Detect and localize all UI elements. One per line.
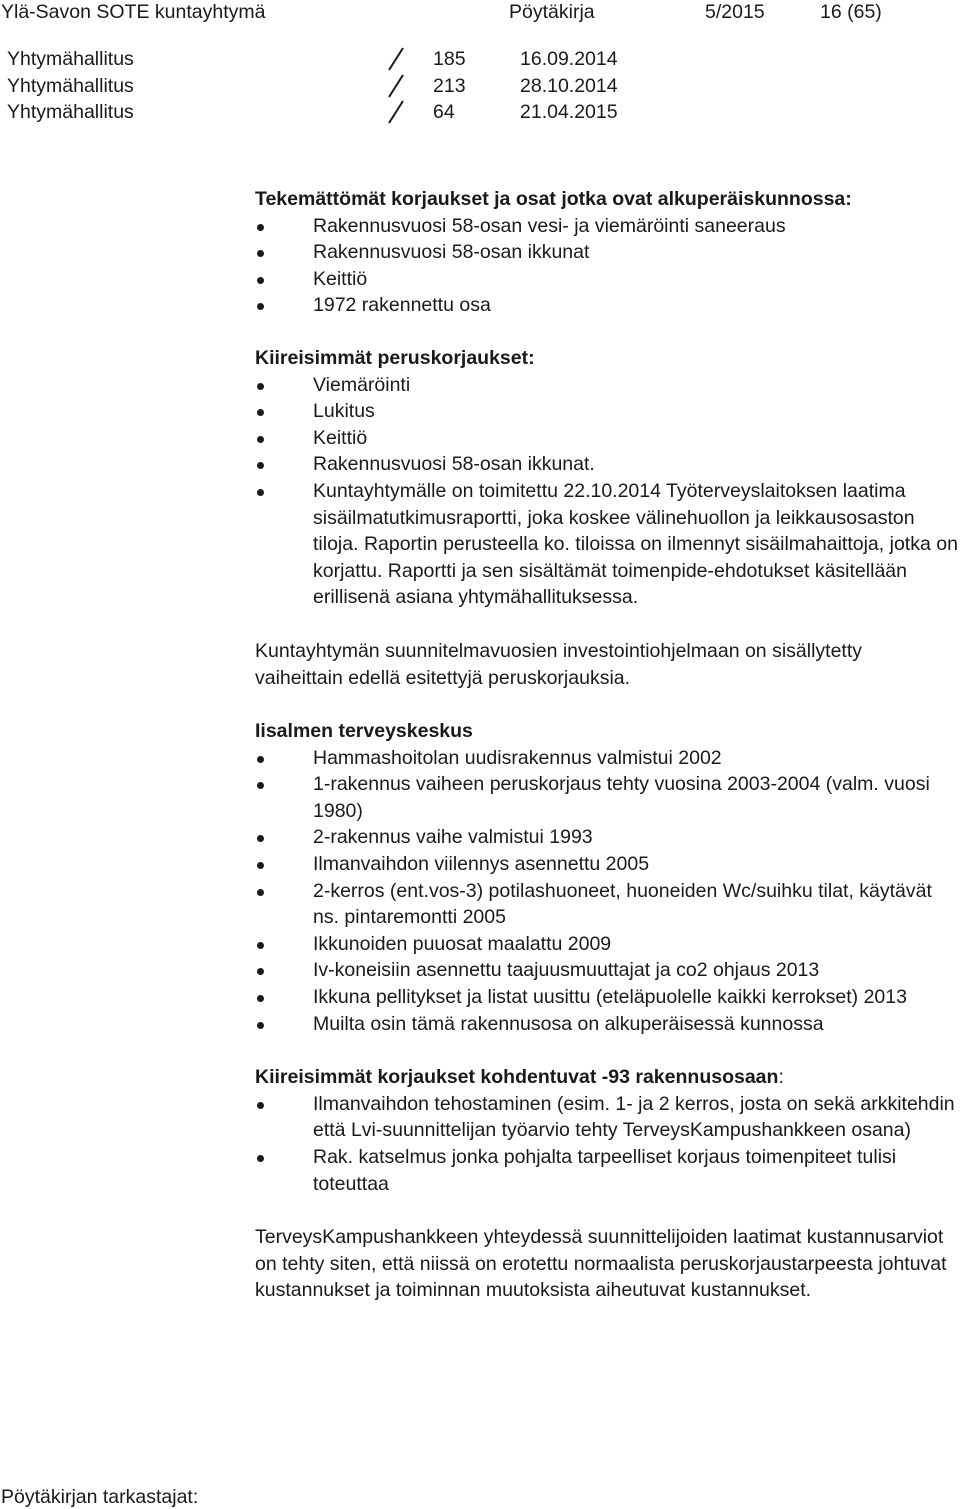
bullet-icon: [257, 1155, 264, 1162]
bullet-icon: [257, 250, 264, 257]
reference-number: 213: [433, 74, 466, 97]
bullet-icon: [257, 277, 264, 284]
footer-label: Pöytäkirjan tarkastajat:: [1, 1486, 199, 1508]
section-heading: Kiireisimmät peruskorjaukset:: [255, 346, 535, 369]
bullet-icon: [257, 835, 264, 842]
heading-suffix: :: [778, 1066, 784, 1089]
list-item: Iv-koneisiin asennettu taajuusmuuttajat ja co2 ohjaus 2013: [255, 957, 960, 984]
bullet-icon: [257, 756, 264, 763]
reference-row: [7, 99, 640, 126]
bullet-icon: [257, 995, 264, 1002]
list-item: Rakennusvuosi 58-osan vesi- ja viemäröinti saneeraus: [255, 213, 960, 240]
bullet-icon: [257, 224, 264, 231]
reference-body: Yhtymähallitus: [7, 48, 134, 71]
reference-body: Yhtymähallitus: [7, 101, 134, 124]
list-item: 2-kerros (ent.vos-3) potilashuoneet, huoneiden Wc/suihku tilat, käytävät ns. pintaremontti 2005: [255, 878, 960, 931]
list-item: Ilmanvaihdon viilennys asennettu 2005: [255, 851, 960, 878]
paragraph: Kuntayhtymän suunnitelmavuosien investointiohjelmaan on sisällytetty vaiheittain edellä esitettyjä peruskorjauksia.: [255, 639, 863, 689]
list-item: Rak. katselmus jonka pohjalta tarpeelliset korjaus toimenpiteet tulisi toteuttaa: [255, 1144, 960, 1197]
list-item: Lukitus: [255, 398, 960, 425]
list-item: Rakennusvuosi 58-osan ikkunat.: [255, 451, 960, 478]
bullet-icon: [257, 782, 264, 789]
bullet-icon: [257, 862, 264, 869]
list-item: Hammashoitolan uudisrakennus valmistui 2002: [255, 745, 960, 772]
header-issue: 5/2015: [705, 1, 765, 23]
bullet-icon: [257, 462, 264, 469]
reference-list: [7, 46, 640, 126]
reference-body: Yhtymähallitus: [7, 74, 134, 97]
bullet-list: [255, 1091, 960, 1197]
section-heading-line: [255, 1064, 960, 1091]
bullet-icon: [257, 968, 264, 975]
header-doc-type: Pöytäkirja: [509, 1, 595, 23]
list-item: Keittiö: [255, 425, 960, 452]
list-item: Kuntayhtymälle on toimitettu 22.10.2014 Työterveyslaitoksen laatima sisäilmatutkimusraportti, joka koskee välinehuollon ja leikkausosaston tiloja. Raportin perusteella ko. tiloissa on ilmennyt sisäilmahaittoja, jotka on korjattu. Raportti ja sen sisältämät toimenpide-ehdotukset käsitellään erillisenä asiana yhtymähallituksessa.: [255, 478, 960, 611]
bullet-icon: [257, 1102, 264, 1109]
list-item: Ilmanvaihdon tehostaminen (esim. 1- ja 2 kerros, josta on sekä arkkitehdin että Lvi-suunnittelijan työarvio tehty TerveysKampushankkeen osana): [255, 1091, 960, 1144]
section-heading: Kiireisimmät korjaukset kohdentuvat -93 rakennusosaan: [255, 1066, 779, 1089]
reference-row: [7, 46, 640, 73]
header-org: Ylä-Savon SOTE kuntayhtymä: [1, 1, 266, 23]
bullet-list: [255, 372, 960, 611]
bullet-icon: [257, 436, 264, 443]
bullet-icon: [257, 1022, 264, 1029]
reference-date: 21.04.2015: [520, 101, 618, 124]
header-page: 16 (65): [820, 1, 882, 23]
list-item: 1-rakennus vaiheen peruskorjaus tehty vuosina 2003-2004 (valm. vuosi 1980): [255, 771, 960, 824]
bullet-icon: [257, 409, 264, 416]
bullet-list: [255, 213, 960, 319]
section-mark-icon: [383, 99, 433, 125]
paragraph: TerveysKampushankkeen yhteydessä suunnittelijoiden laatimat kustannusarviot on tehty siten, että niissä on erotettu normaalista peruskorjaustarpeesta johtuvat kustannukset ja toiminnan muutoksista aiheutuvat kustannukset.: [255, 1226, 947, 1302]
bullet-icon: [257, 303, 264, 310]
reference-date: 16.09.2014: [520, 48, 618, 71]
bullet-list: [255, 745, 960, 1038]
list-item: 2-rakennus vaihe valmistui 1993: [255, 824, 960, 851]
reference-number: 64: [433, 101, 455, 124]
list-item: Muilta osin tämä rakennusosa on alkuperäisessä kunnossa: [255, 1011, 960, 1038]
reference-row: [7, 73, 640, 100]
section-heading: Iisalmen terveyskeskus: [255, 720, 473, 743]
section-mark-icon: [383, 73, 433, 99]
list-item: Rakennusvuosi 58-osan ikkunat: [255, 239, 960, 266]
reference-number: 185: [433, 48, 466, 71]
list-item: Ikkunoiden puuosat maalattu 2009: [255, 931, 960, 958]
bullet-icon: [257, 489, 264, 496]
section-heading: Tekemättömät korjaukset ja osat jotka ovat alkuperäiskunnossa:: [255, 188, 852, 210]
list-item: Viemäröinti: [255, 372, 960, 399]
list-item: 1972 rakennettu osa: [255, 292, 960, 319]
bullet-icon: [257, 383, 264, 390]
main-content: [255, 186, 960, 1304]
bullet-icon: [257, 889, 264, 896]
list-item: Ikkuna pellitykset ja listat uusittu (eteläpuolelle kaikki kerrokset) 2013: [255, 984, 960, 1011]
list-item: Keittiö: [255, 266, 960, 293]
reference-date: 28.10.2014: [520, 74, 618, 97]
bullet-icon: [257, 942, 264, 949]
section-mark-icon: [383, 46, 433, 72]
